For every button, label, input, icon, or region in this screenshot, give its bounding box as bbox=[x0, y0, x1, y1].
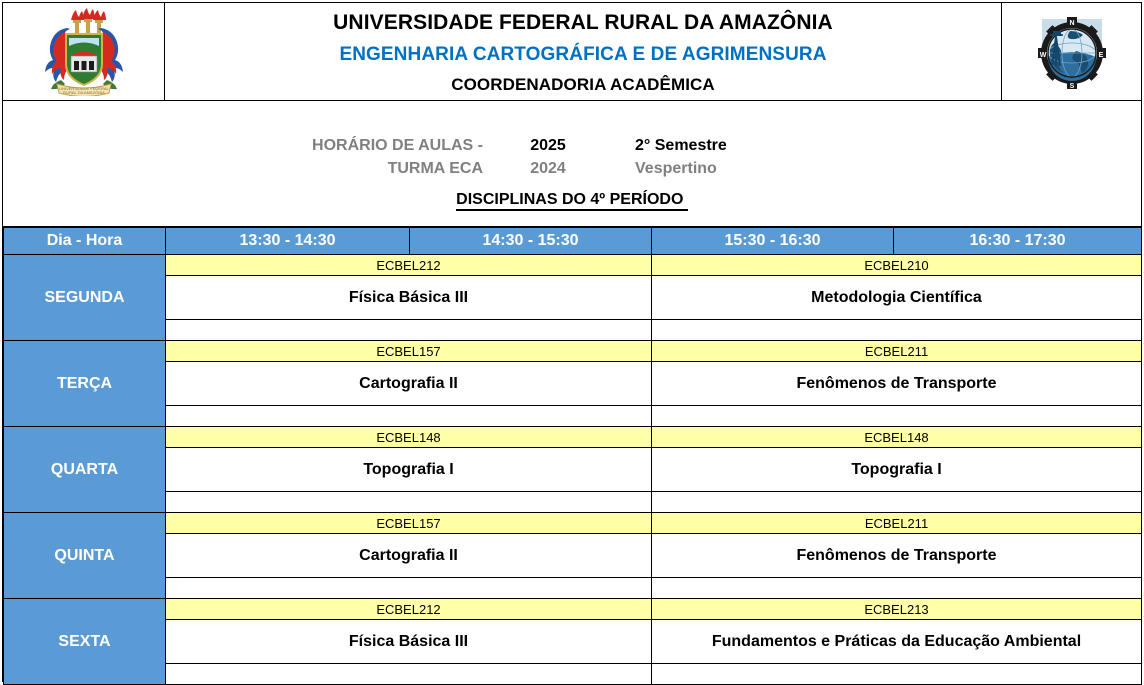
schedule-info-grid bbox=[258, 137, 727, 178]
course-code-quarta-afternoon[interactable]: ECBEL148 bbox=[652, 427, 1142, 448]
cartography-globe-compass-icon bbox=[1032, 11, 1112, 93]
period-title-wrapper bbox=[3, 191, 1141, 209]
shift-value: Vespertino bbox=[635, 160, 717, 177]
course-code-segunda-morning[interactable]: ECBEL212 bbox=[166, 255, 652, 276]
spacer-sexta-afternoon bbox=[652, 664, 1142, 685]
course-name-quarta-morning[interactable]: Topografia I bbox=[166, 448, 652, 492]
class-schedule-table bbox=[3, 227, 1142, 685]
course-name-terca-afternoon[interactable]: Fenômenos de Transporte bbox=[652, 362, 1142, 406]
svg-text:UNIVERSIDADE FEDERAL: UNIVERSIDADE FEDERAL bbox=[58, 85, 109, 91]
document-header bbox=[3, 3, 1141, 101]
course-code-quarta-morning[interactable]: ECBEL148 bbox=[166, 427, 652, 448]
spacer-quinta-afternoon bbox=[652, 578, 1142, 599]
table-row bbox=[4, 513, 1142, 534]
header-titles bbox=[165, 3, 1001, 100]
ufra-coat-of-arms-icon bbox=[41, 8, 127, 96]
course-name-sexta-morning[interactable]: Física Básica III bbox=[166, 620, 652, 664]
table-row bbox=[4, 320, 1142, 341]
schedule-body bbox=[4, 255, 1142, 685]
schedule-header-row bbox=[4, 228, 1142, 255]
day-label-quarta: QUARTA bbox=[4, 427, 166, 513]
day-label-sexta: SEXTA bbox=[4, 599, 166, 685]
header-day-hora: Dia - Hora bbox=[4, 228, 166, 255]
day-label-segunda: SEGUNDA bbox=[4, 255, 166, 341]
course-name-segunda-morning[interactable]: Física Básica III bbox=[166, 276, 652, 320]
course-code-quinta-afternoon[interactable]: ECBEL211 bbox=[652, 513, 1142, 534]
schedule-info-band bbox=[3, 101, 1141, 227]
header-timeslot-3: 15:30 - 16:30 bbox=[652, 228, 894, 255]
table-row bbox=[4, 341, 1142, 362]
header-timeslot-1: 13:30 - 14:30 bbox=[166, 228, 410, 255]
spacer-terca-morning bbox=[166, 406, 652, 427]
department-title: COORDENADORIA ACADÊMICA bbox=[451, 74, 715, 94]
course-code-segunda-afternoon[interactable]: ECBEL210 bbox=[652, 255, 1142, 276]
svg-text:E: E bbox=[1098, 51, 1103, 59]
table-row bbox=[4, 406, 1142, 427]
spacer-quinta-morning bbox=[166, 578, 652, 599]
period-title: DISCIPLINAS DO 4º PERÍODO bbox=[456, 191, 688, 211]
svg-text:N: N bbox=[1068, 19, 1075, 27]
table-row bbox=[4, 599, 1142, 620]
course-code-sexta-morning[interactable]: ECBEL212 bbox=[166, 599, 652, 620]
spacer-sexta-morning bbox=[166, 664, 652, 685]
course-name-quinta-afternoon[interactable]: Fenômenos de Transporte bbox=[652, 534, 1142, 578]
table-row bbox=[4, 578, 1142, 599]
spacer-segunda-afternoon bbox=[652, 320, 1142, 341]
schedule-label-line-1: HORÁRIO DE AULAS - bbox=[312, 137, 483, 154]
schedule-sheet bbox=[2, 2, 1142, 682]
header-timeslot-2: 14:30 - 15:30 bbox=[410, 228, 652, 255]
course-code-terca-afternoon[interactable]: ECBEL211 bbox=[652, 341, 1142, 362]
course-code-sexta-afternoon[interactable]: ECBEL213 bbox=[652, 599, 1142, 620]
spacer-terca-afternoon bbox=[652, 406, 1142, 427]
course-title: ENGENHARIA CARTOGRÁFICA E DE AGRIMENSURA bbox=[339, 43, 827, 65]
header-timeslot-4: 16:30 - 17:30 bbox=[894, 228, 1142, 255]
course-name-terca-morning[interactable]: Cartografia II bbox=[166, 362, 652, 406]
table-row bbox=[4, 534, 1142, 578]
academic-year-current: 2025 bbox=[530, 137, 566, 154]
course-code-terca-morning[interactable]: ECBEL157 bbox=[166, 341, 652, 362]
course-name-quarta-afternoon[interactable]: Topografia I bbox=[652, 448, 1142, 492]
table-row bbox=[4, 362, 1142, 406]
day-label-quinta: QUINTA bbox=[4, 513, 166, 599]
ufra-coat-of-arms-logo-cell bbox=[3, 3, 165, 100]
course-name-segunda-afternoon[interactable]: Metodologia Científica bbox=[652, 276, 1142, 320]
spacer-quarta-morning bbox=[166, 492, 652, 513]
svg-text:RURAL DA AMAZÔNIA: RURAL DA AMAZÔNIA bbox=[62, 89, 105, 95]
course-name-sexta-afternoon[interactable]: Fundamentos e Práticas da Educação Ambiental bbox=[652, 620, 1142, 664]
course-code-quinta-morning[interactable]: ECBEL157 bbox=[166, 513, 652, 534]
table-row bbox=[4, 664, 1142, 685]
academic-year-previous: 2024 bbox=[530, 160, 566, 177]
spacer-quarta-afternoon bbox=[652, 492, 1142, 513]
institution-title: UNIVERSIDADE FEDERAL RURAL DA AMAZÔNIA bbox=[333, 10, 833, 34]
table-row bbox=[4, 276, 1142, 320]
table-row bbox=[4, 620, 1142, 664]
course-name-quinta-morning[interactable]: Cartografia II bbox=[166, 534, 652, 578]
table-row bbox=[4, 492, 1142, 513]
table-row bbox=[4, 448, 1142, 492]
day-label-terca: TERÇA bbox=[4, 341, 166, 427]
semester-value: 2° Semestre bbox=[635, 137, 727, 154]
cartography-emblem-logo-cell bbox=[1001, 3, 1141, 100]
svg-text:S: S bbox=[1069, 82, 1074, 90]
spacer-segunda-morning bbox=[166, 320, 652, 341]
table-row bbox=[4, 427, 1142, 448]
svg-text:W: W bbox=[1039, 51, 1046, 59]
table-row bbox=[4, 255, 1142, 276]
schedule-label-line-2: TURMA ECA bbox=[387, 160, 483, 177]
